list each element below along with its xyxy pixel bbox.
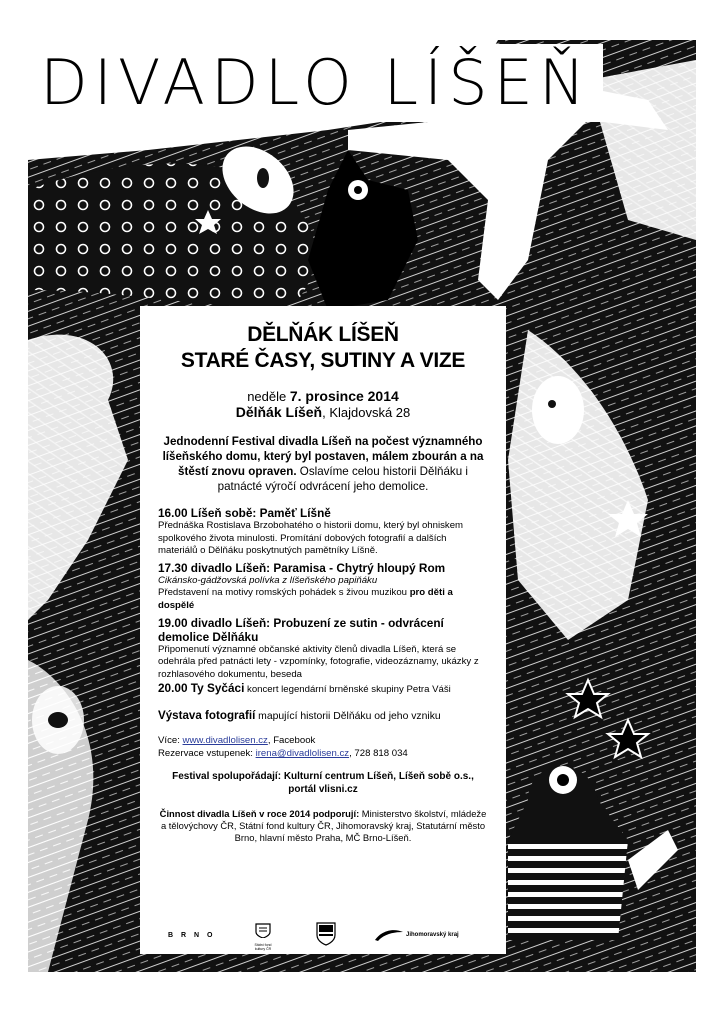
place-address: , Klajdovská 28 [322, 405, 411, 420]
program-item [158, 681, 488, 697]
organizers-label: Festival spolupořádají: [172, 770, 282, 782]
jmk-logo [374, 928, 459, 942]
sfk-logo-mark [254, 922, 272, 938]
more-info-label: Více: [158, 734, 183, 746]
concert-head: 20.00 Ty Syčáci [158, 681, 245, 696]
intro-text [158, 434, 488, 494]
program-item [158, 616, 488, 682]
photo-exhibition [158, 709, 488, 722]
program-item [158, 561, 488, 613]
reservation-line [158, 747, 488, 760]
content-panel [140, 306, 506, 954]
more-info-line [158, 734, 488, 747]
date-value: 7. prosince 2014 [289, 388, 399, 404]
sponsor-logos [164, 922, 490, 952]
organizers [158, 770, 488, 796]
coat-of-arms-logo [316, 922, 336, 951]
page-subtitle: STARÉ ČASY, SUTINY A VIZE [180, 349, 466, 372]
program-list [158, 506, 488, 697]
contacts [158, 734, 488, 760]
concert-line [158, 681, 488, 697]
program-item [158, 506, 488, 558]
organizers-text: Kulturní centrum Líšeň, Líšeň sobě o.s., portál vlisni.cz [281, 770, 474, 795]
program-item-body: Přednáška Rostislava Brzobohatého o historii domu, který byl ohniskem spolkového života minulosti. Promítání dobových fotografií a dalších materiálů o Dělňáku poskytnutých pamětníky Líšně. [158, 520, 464, 557]
program-item-body-text: Představení na motivy romských pohádek s živou muzikou [158, 587, 410, 599]
intro-normal: Oslavíme celou historii Dělňáku i patnácté výročí odvrácení jeho demolice. [217, 465, 468, 493]
place-name: Dělňák Líšeň [235, 404, 323, 420]
event-date [158, 388, 488, 404]
event-place [158, 404, 488, 420]
program-item-head: 17.30 divadlo Líšeň: Paramisa - Chytrý hloupý Rom [158, 560, 446, 575]
photo-exhibition-title: Výstava fotografií [158, 708, 256, 722]
photo-exhibition-text: mapující historii Dělňáku od jeho vzniku [255, 710, 441, 722]
sfk-logo-text: Státní fond kultury ČR [254, 943, 272, 951]
intro-bold: Jednodenní Festival divadla Líšeň na počest významného líšeňského domu, který byl postaven, málem zbourán a na štěstí znovu opraven. [162, 435, 484, 478]
supporters-text: Ministerstvo školství, mládeže a tělovýchovy ČR, Státní fond kultury ČR, Jihomoravský kraj, Statutární město Brno, hlavní město Praha, MČ Brno-Líšeň. [160, 807, 487, 843]
reservation-label: Rezervace vstupenek: [158, 747, 256, 759]
program-item-body-bold: pro děti a dospělé [158, 587, 453, 611]
brno-logo [168, 932, 215, 939]
email-link[interactable]: irena@divadlolisen.cz [255, 747, 350, 759]
brno-logo-text: B R N O [168, 932, 216, 939]
program-item-subtitle: Cikánsko-gádžovská polívka z líšeňského papiňáku [158, 574, 378, 586]
concert-body: koncert legendární brněnské skupiny Petra Váši [244, 684, 451, 696]
jmk-logo-mark [374, 928, 404, 942]
reservation-phone: , 728 818 034 [349, 747, 408, 759]
brand-title: DIVADLO LÍŠEŇ [36, 44, 603, 122]
date-prefix: neděle [247, 389, 290, 404]
program-item-head: 19.00 divadlo Líšeň: Probuzení ze sutin - odvrácení demolice Dělňáku [158, 615, 444, 644]
coat-of-arms-icon [316, 922, 336, 946]
page-title: DĚLŇÁK LÍŠEŇ [247, 323, 399, 346]
supporters-label: Činnost divadla Líšeň v roce 2014 podporují: [159, 807, 360, 819]
program-item-head: 16.00 Líšeň sobě: Paměť Líšně [158, 506, 331, 520]
supporters [158, 808, 488, 844]
jmk-logo-text: Jihomoravský kraj [406, 932, 459, 938]
program-item-body: Připomenutí významné občanské aktivity členů divadla Líšeň, která se odehrála před patnácti lety - vzpomínky, fotografie, videozáznamy, ukázky z rozhlasového dokumentu, beseda [158, 643, 479, 680]
more-info-end: , Facebook [267, 734, 316, 746]
program-item-body [158, 587, 488, 612]
website-link[interactable]: www.divadlolisen.cz [182, 734, 268, 746]
sfk-logo [252, 922, 274, 951]
